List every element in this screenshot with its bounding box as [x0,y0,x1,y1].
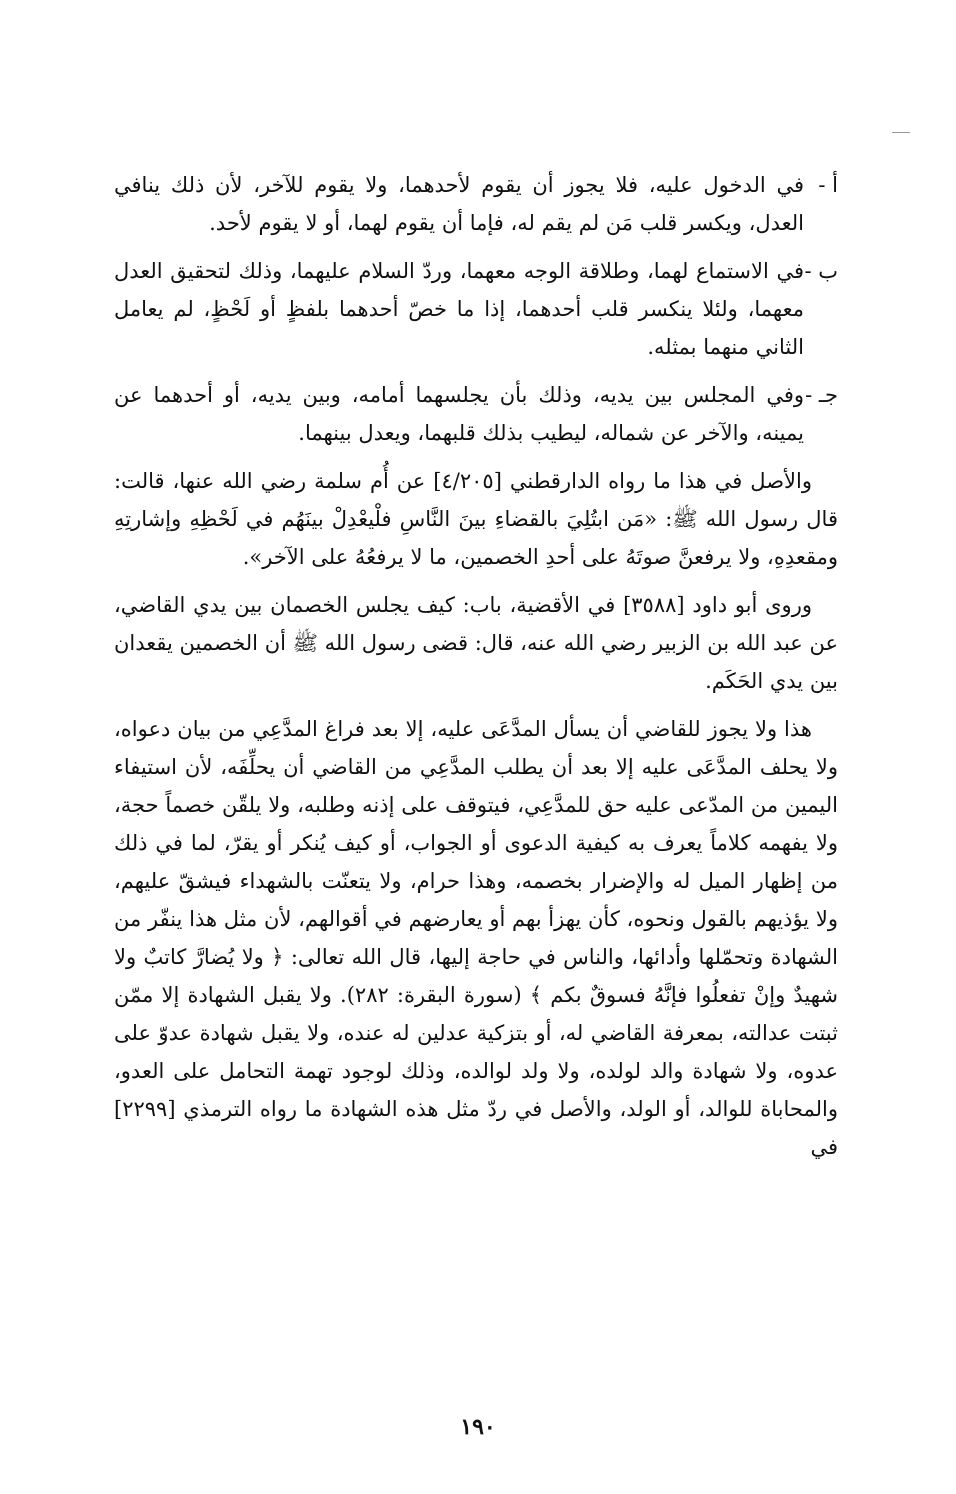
page-body [114,166,838,1176]
page-number: ١٩٠ [460,1414,496,1440]
list-item-text: وفي المجلس بين يديه، وذلك بأن يجلسهما أمامه، وبين يديه، أو أحدهما عن يمينه، والآخر عن شماله، ليطيب بذلك قلبهما، ويعدل بينهما. [114,383,804,445]
list-item [114,166,838,242]
list-item [114,252,838,366]
list-item [114,376,838,452]
list-item-text: في الاستماع لهما، وطلاقة الوجه معهما، وردّ السلام عليهما، وذلك لتحقيق العدل معهما، ولئلا ينكسر قلب أحدهما، إذا ما خصّ أحدهما بلفظٍ أو لَحْظٍ، لم يعامل الثاني منهما بمثله. [114,259,804,359]
list-item-marker: أ - [818,173,838,197]
paragraph-judge-conduct: هذا ولا يجوز للقاضي أن يسأل المدَّعَى عليه، إلا بعد فراغ المدَّعِي من بيان دعواه، ولا يحلف المدَّعَى عليه إلا بعد أن يطلب المدَّعِي من القاضي أن يحلِّفَه، لأن استيفاء اليمين من المدّعى عليه حق للمدَّعِي، فيتوقف على إذنه وطلبه، ولا يلقّن خصماً حجة، ولا يفهمه كلاماً يعرف به كيفية الدعوى أو الجواب، أو كيف يُنكر أو يقرّ، لما في ذلك من إظهار الميل له والإضرار بخصمه، وهذا حرام، ولا يتعنّت بالشهداء فيشقّ عليهم، ولا يؤذيهم بالقول ونحوه، كأن يهزأ بهم أو يعارضهم في أقوالهم، لأن مثل هذا ينفّر من الشهادة وتحمّلها وأدائها، والناس في حاجة إليها، قال الله تعالى: ﴿ ولا يُضارَّ كاتبٌ ولا شهيدٌ وإنْ تفعلُوا فإنَّهُ فسوقٌ بكم ﴾ (سورة البقرة: ٢٨٢). ولا يقبل الشهادة إلا ممّن ثبتت عدالته، بمعرفة القاضي له، أو بتزكية عدلين له عنده، ولا يقبل شهادة عدوّ على عدوه، ولا شهادة والد لولده، ولا ولد لوالده، وذلك لوجود تهمة التحامل على العدو، والمحاباة للوالد، أو الولد، والأصل في ردّ مثل هذه الشهادة ما رواه الترمذي [٢٢٩٩] في [114,717,838,1159]
paragraph-daraqutni-hadith: والأصل في هذا ما رواه الدارقطني [٤/٢٠٥] عن أُم سلمة رضي الله عنها، قالت: قال رسول الله ﷺ: «مَن ابتُلِيَ بالقضاءِ بينَ النَّاسِ فلْيعْدِلْ بينَهُم في لَحْظِهِ وإشارتِهِ ومقعدِهِ، ولا يرفعنَّ صوتَهُ على أحدِ الخصمين، ما لا يرفعُهُ على الآخر». [114,469,838,569]
paragraph-abu-dawud-hadith: وروى أبو داود [٣٥٨٨] في الأقضية، باب: كيف يجلس الخصمان بين يدي القاضي، عن عبد الله بن الزبير رضي الله عنه، قال: قضى رسول الله ﷺ أن الخصمين يقعدان بين يدي الحَكَم. [114,593,838,693]
list-item-marker: جـ - [805,383,838,407]
list-item-text: في الدخول عليه، فلا يجوز أن يقوم لأحدهما، ولا يقوم للآخر، لأن ذلك ينافي العدل، ويكسر قلب مَن لم يقم له، فإما أن يقوم لهما، أو لا يقوم لأحد. [114,173,804,235]
list-item-marker: ب - [804,259,838,283]
margin-mark [892,132,910,133]
